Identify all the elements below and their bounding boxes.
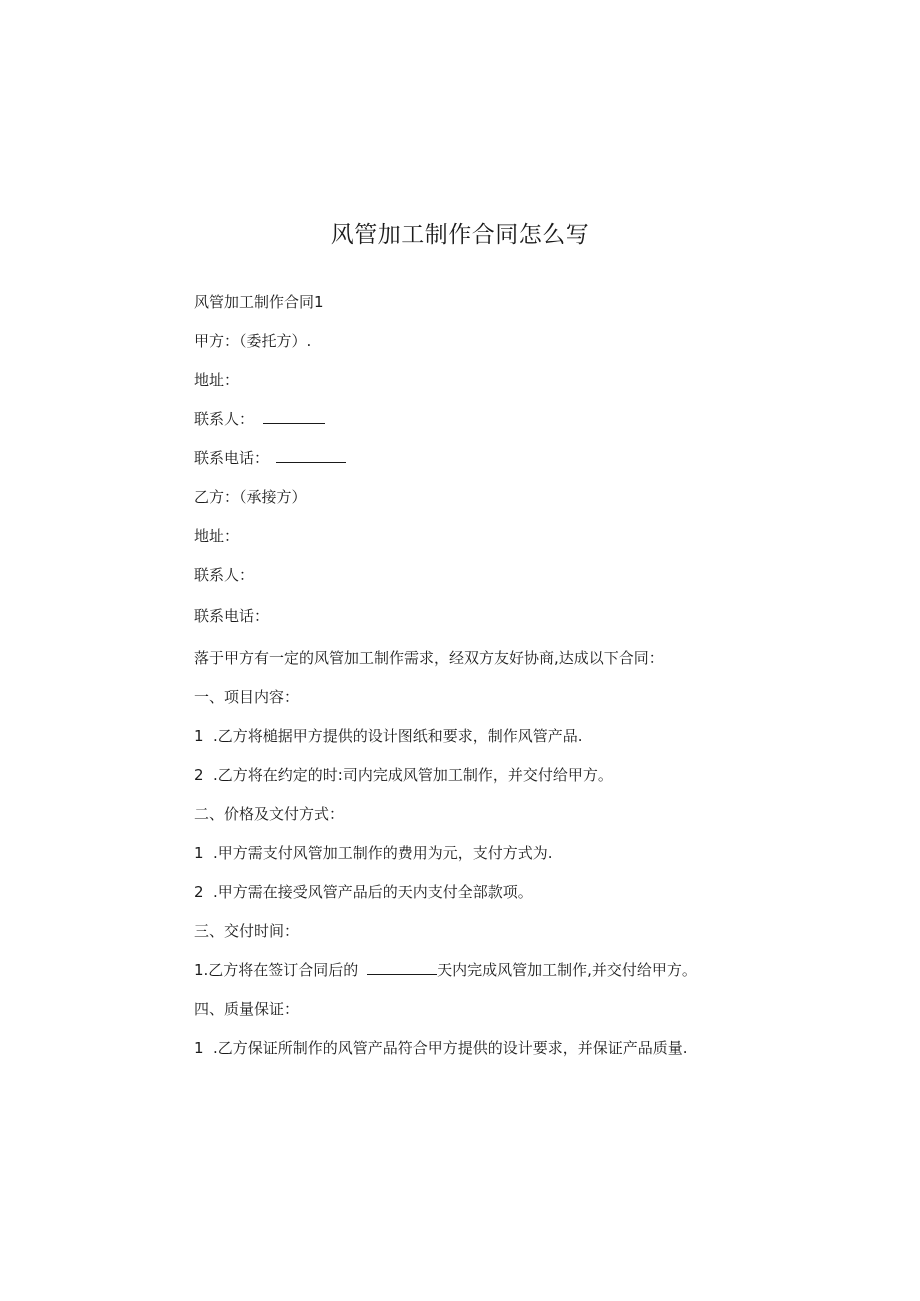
- party-b-contact: 联系人：: [194, 566, 255, 584]
- party-a-contact-label: 联系人：: [194, 410, 255, 428]
- item-text: .乙方将在约定的时:司内完成风管加工制作，并交付给甲方。: [213, 766, 613, 784]
- list-item: [194, 765, 613, 785]
- section-heading: 三、交付时间：: [194, 922, 300, 940]
- party-a-contact: [194, 409, 325, 429]
- party-a-phone: [194, 448, 346, 468]
- list-item: [194, 1038, 688, 1058]
- party-a-address: 地址：: [194, 371, 240, 389]
- party-a-phone-label: 联系电话：: [194, 449, 270, 467]
- party-b-phone: 联系电话：: [194, 607, 270, 625]
- section-heading: 四、质量保证：: [194, 1000, 300, 1018]
- party-b-label: 乙方：（承接方）: [194, 488, 307, 506]
- preamble: 落于甲方有一定的风管加工制作需求，经双方友好协商,达成以下合同：: [194, 649, 664, 667]
- section-heading: 一、项目内容：: [194, 688, 300, 706]
- item-number: 1: [194, 1039, 204, 1057]
- party-a-contact-blank: [263, 409, 325, 424]
- section-heading: 二、价格及文付方式：: [194, 805, 345, 823]
- party-a-label: 甲方：（委托方）.: [194, 332, 312, 350]
- item-text-before: 1.乙方将在签订合同后的: [194, 961, 359, 979]
- item-number: 2: [194, 766, 204, 784]
- document-title: 风管加工制作合同怎么写: [330, 222, 590, 248]
- item-text: .甲方需支付风管加工制作的费用为元，支付方式为.: [213, 844, 553, 862]
- list-item: [194, 843, 553, 863]
- list-item: [194, 960, 697, 980]
- item-text: .甲方需在接受风管产品后的天内支付全部款项。: [213, 883, 533, 901]
- contract-subtitle: 风管加工制作合同1: [194, 293, 324, 311]
- list-item: [194, 882, 533, 902]
- item-text-after: 天内完成风管加工制作,并交付给甲方。: [437, 961, 697, 979]
- item-number: 2: [194, 883, 204, 901]
- item-number: 1: [194, 727, 204, 745]
- party-a-phone-blank: [276, 448, 346, 463]
- item-text: .乙方将槌据甲方提供的设计图纸和要求，制作风管产品.: [213, 727, 583, 745]
- party-b-address: 地址：: [194, 527, 240, 545]
- days-blank: [367, 960, 437, 975]
- list-item: [194, 726, 583, 746]
- item-number: 1: [194, 844, 204, 862]
- item-text: .乙方保证所制作的风管产品符合甲方提供的设计要求，并保证产品质量.: [213, 1039, 688, 1057]
